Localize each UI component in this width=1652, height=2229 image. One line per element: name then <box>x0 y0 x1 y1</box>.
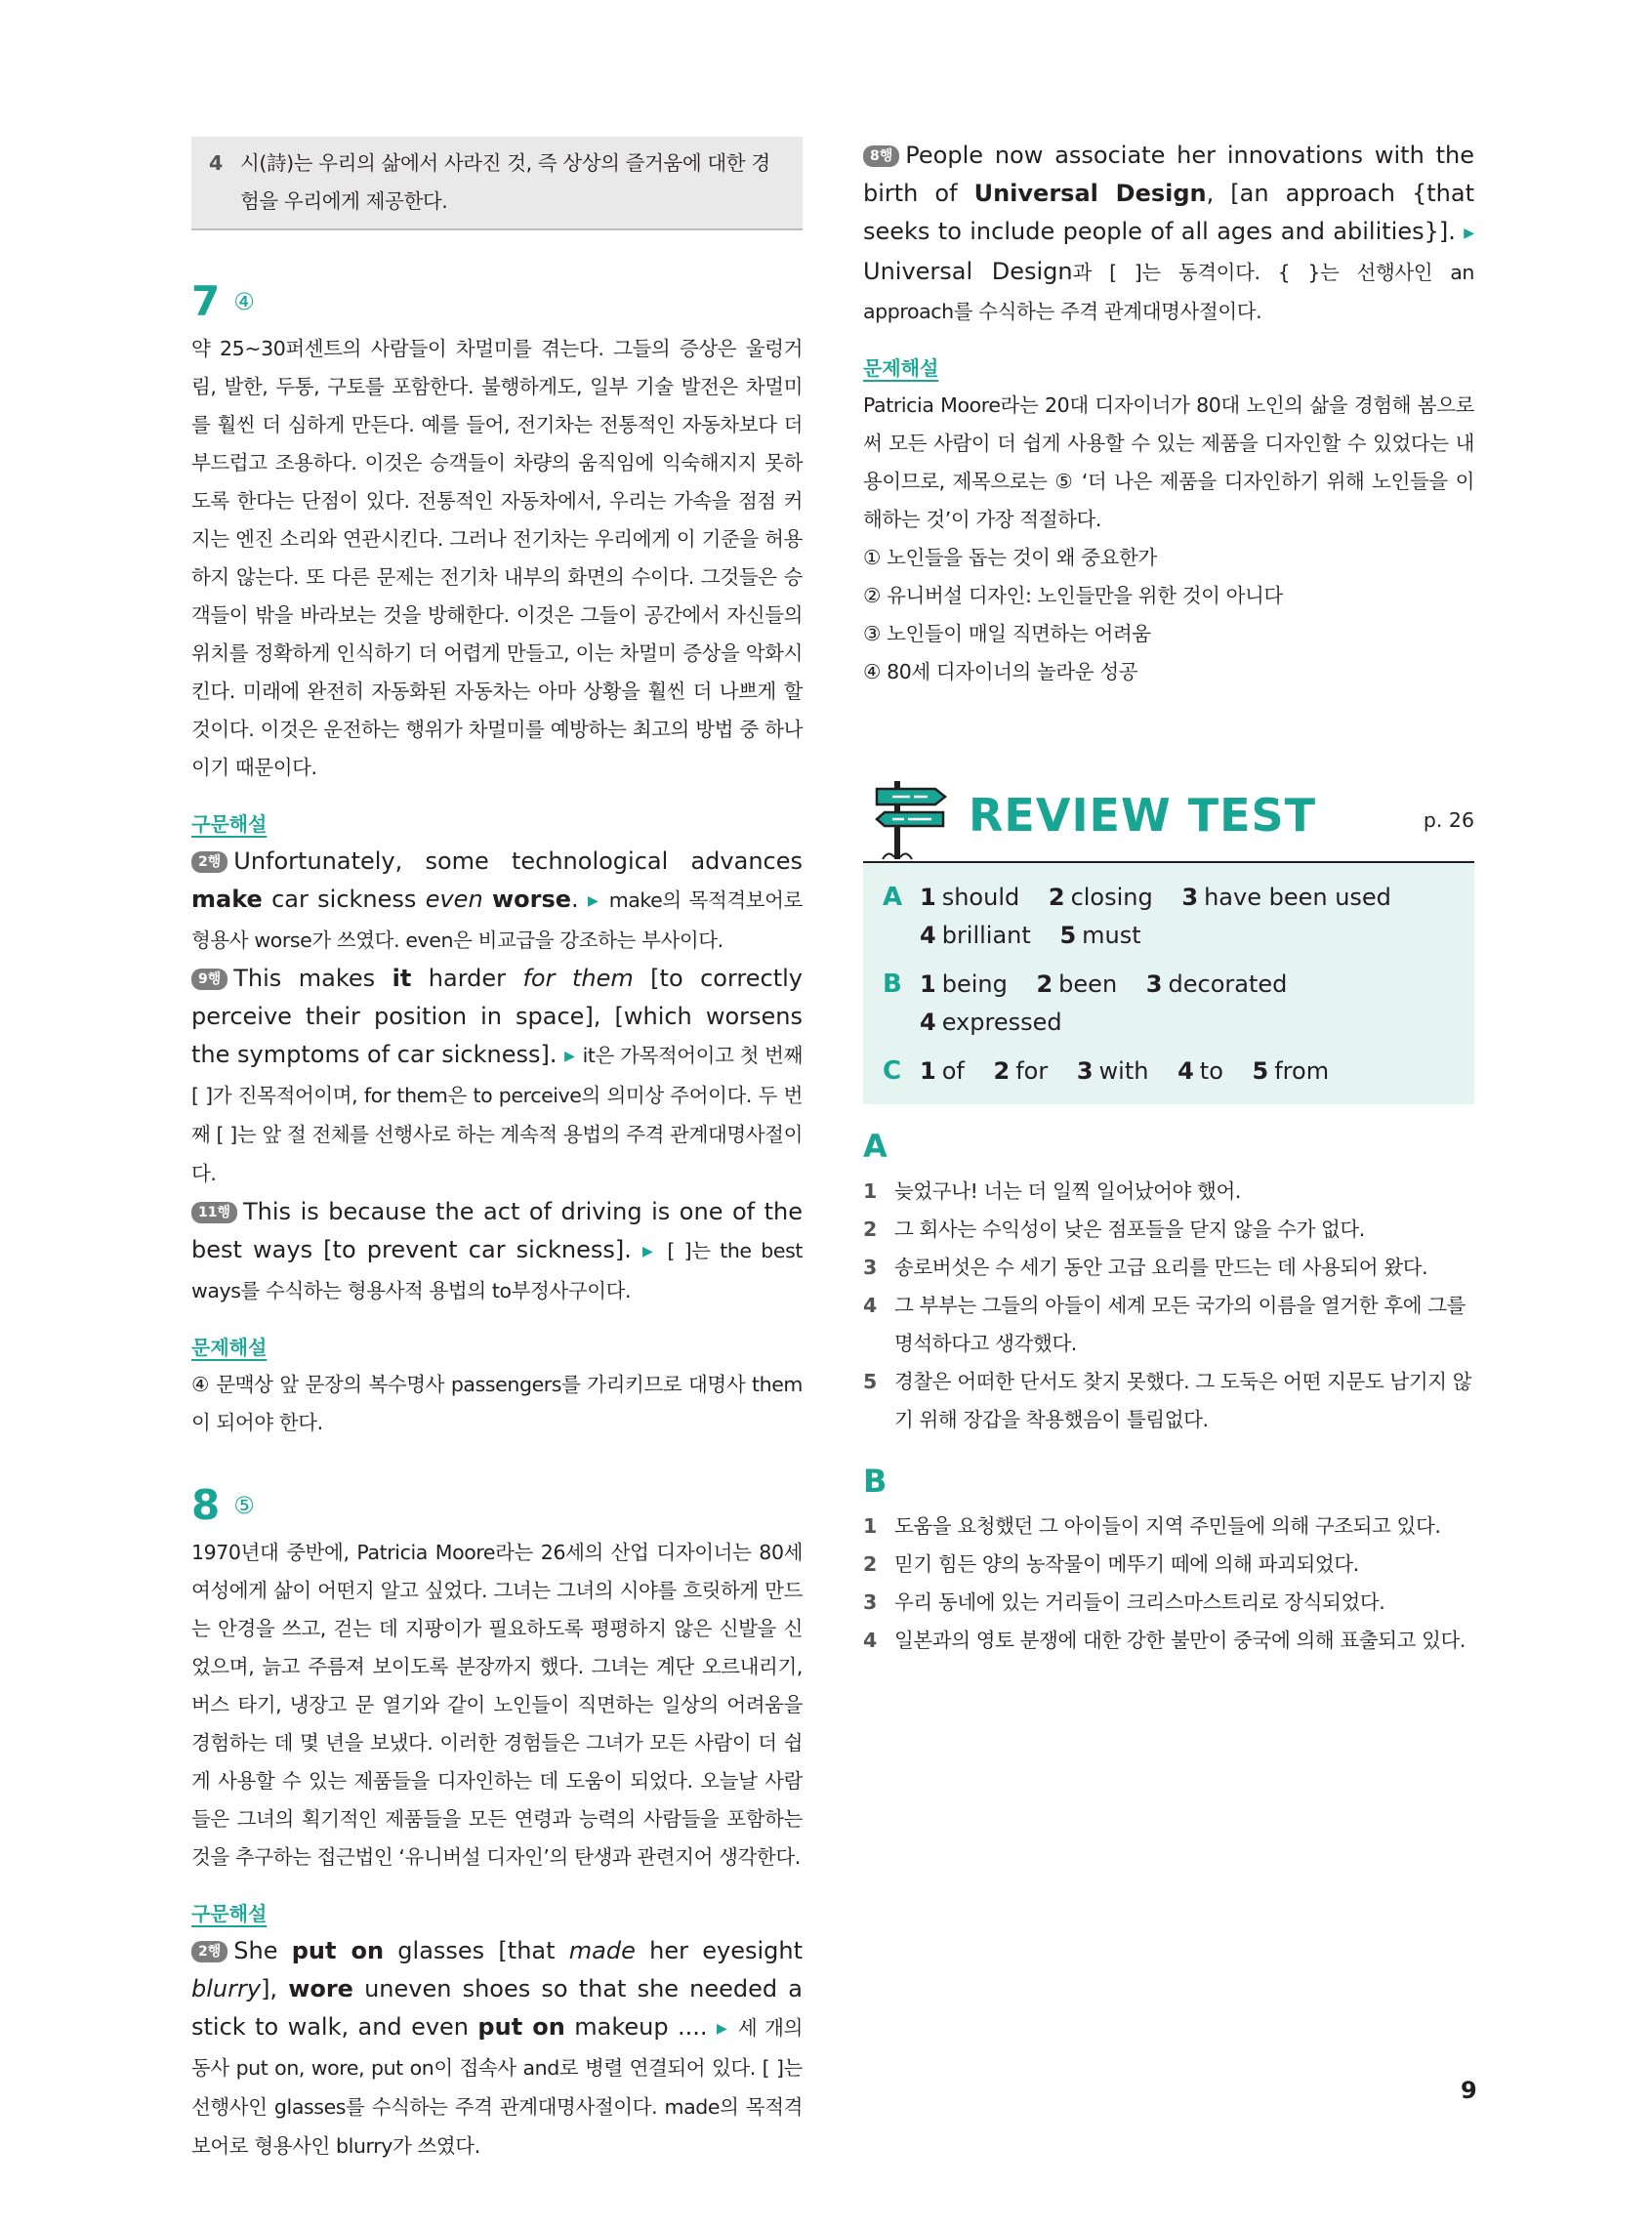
triangle-icon: ▶ <box>587 893 600 909</box>
section-a-list <box>863 1173 1474 1439</box>
list-item: 4 일본과의 영토 분쟁에 대한 강한 불만이 중국에 의해 표출되고 있다. <box>863 1629 1466 1652</box>
question-7-header <box>191 277 803 325</box>
choice-3: ③ 노인들이 매일 직면하는 어려움 <box>863 622 1151 645</box>
section-a-heading: A <box>863 1128 888 1165</box>
triangle-icon: ▶ <box>642 1244 657 1259</box>
q7-solution: ④ 문맥상 앞 문장의 복수명사 passengers를 가리키므로 대명사 them이 되어야 한다. <box>191 1373 803 1434</box>
left-column <box>191 137 803 2166</box>
answer-row-a-cont: 4 brilliant 5 must <box>920 922 1141 949</box>
question-8-header <box>191 1481 803 1529</box>
solution-label: 문제해설 <box>191 1336 268 1359</box>
answer-mark: ④ <box>233 288 255 315</box>
q7-grammar-3: 11행 This is because the act of driving is one of the best ways [to prevent car sickness]. ▶ [ ]는 the best ways를 수식하는 형용사적 용법의 to부정사구이다. <box>191 1198 803 1302</box>
choice-1: ① 노인들을 돕는 것이 왜 중요한가 <box>863 546 1157 569</box>
answer-mark: ⑤ <box>233 1492 255 1519</box>
q8-solution: Patricia Moore라는 20대 디자이너가 80대 노인의 삶을 경험해 봄으로써 모든 사람이 더 쉽게 사용할 수 있는 제품을 디자인할 수 있었다는 내용이므로, 제목으로는 ⑤ ‘더 나은 제품을 디자인하기 위해 노인들을 이해하는 것’이 가장 적절하다. <box>863 393 1474 531</box>
answer-row-b: B 1 being 2 been 3 decorated 4 expressed <box>883 970 1288 1036</box>
grammar-label: 구문해설 <box>191 812 268 836</box>
triangle-icon: ▶ <box>1464 226 1474 241</box>
line-tag: 9행 <box>191 969 227 990</box>
question-number: 7 <box>191 277 221 325</box>
list-item: 3 우리 동네에 있는 거리들이 크리스마스트리로 장식되었다. <box>863 1590 1385 1614</box>
item-text: 시(詩)는 우리의 삶에서 사라진 것, 즉 상상의 즐거움에 대한 경 <box>240 151 770 175</box>
answer-row-c: C 1 of 2 for 3 with 4 to 5 from <box>883 1056 1330 1086</box>
triangle-icon: ▶ <box>716 2021 729 2037</box>
q7-grammar-1: 2행 Unfortunately, some technological advances make car sickness even worse. ▶ make의 목적격보어로 형용사 worse가 쓰였다. even은 비교급을 강조하는 부사이다. <box>191 847 803 952</box>
list-item: 3 송로버섯은 수 세기 동안 고급 요리를 만드는 데 사용되어 왔다. <box>863 1256 1428 1279</box>
list-item: 1 도움을 요청했던 그 아이들이 지역 주민들에 의해 구조되고 있다. <box>863 1514 1441 1538</box>
item-text-cont: 험을 우리에게 제공한다. <box>240 189 448 213</box>
list-item: 5 경찰은 어떠한 단서도 찾지 못했다. 그 도둑은 어떤 지문도 남기지 않기 위해 장갑을 착용했음이 틀림없다. <box>863 1370 1472 1431</box>
grammar-label: 구문해설 <box>191 1902 268 1925</box>
solution-label: 문제해설 <box>863 356 939 380</box>
review-answers-box <box>863 863 1474 1104</box>
section-b-heading: B <box>863 1463 888 1500</box>
q8-grammar-2: 8행 People now associate her innovations with the birth of Universal Design, [an approach {that seeks to include people of all ages and abilities}]. ▶ Universal Design과 [ ]는 동격이다. { }는 선행사인 an approach를 수식하는 주격 관계대명사절이다. <box>863 142 1474 323</box>
triangle-icon: ▶ <box>564 1049 575 1064</box>
answer-row-a: A 1 should 2 closing 3 have been used <box>883 883 1391 912</box>
translation-box-item4 <box>191 137 803 230</box>
choice-2: ② 유니버설 디자인: 노인들만을 위한 것이 아니다 <box>863 584 1283 607</box>
q8-grammar-1: 2행 She put on glasses [that made her eyesight blurry], wore uneven shoes so that she needed a stick to walk, and even put on makeup .... ▶ 세 개의 동사 put on, wore, put on이 접속사 and로 병렬 연결되어 있다. [ ]는 선행사인 glasses를 수식하는 주격 관계대명사절이다. made의 목적격보어로 형용사인 blurry가 쓰였다. <box>191 1937 803 2158</box>
line-tag: 8행 <box>863 145 899 167</box>
list-item: 4 그 부부는 그들의 아들이 세계 모든 국가의 이름을 열거한 후에 그를 명석하다고 생각했다. <box>863 1294 1466 1355</box>
review-title: REVIEW TEST <box>969 789 1317 842</box>
choice-4: ④ 80세 디자이너의 놀라운 성공 <box>863 660 1138 683</box>
line-tag: 11행 <box>191 1202 237 1223</box>
question-number: 8 <box>191 1481 221 1529</box>
right-column <box>863 137 1474 1660</box>
q8-translation: 1970년대 중반에, Patricia Moore라는 26세의 산업 디자이너는 80세 여성에게 삶이 어떤지 알고 싶었다. 그녀는 그녀의 시야를 흐릿하게 만드는 안경을 쓰고, 걷는 데 지팡이가 필요하도록 평평하지 않은 신발을 신었으며, 늙고 주름져 보이도록 분장까지 했다. 그녀는 계단 오르내리기, 버스 타기, 냉장고 문 열기와 같이 노인들이 직면하는 일상의 어려움을 경험하는 데 몇 년을 보냈다. 이러한 경험들은 그녀가 모든 사람이 더 쉽게 사용할 수 있는 제품들을 디자인하는 데 도움이 되었다. 오늘날 사람들은 그녀의 획기적인 제품들을 모든 연령과 능력의 사람들을 포함하는 것을 추구하는 접근법인 ‘유니버설 디자인’의 탄생과 관련지어 생각한다. <box>191 1541 803 1869</box>
page-reference: p. 26 <box>1423 808 1474 832</box>
line-tag: 2행 <box>191 1941 227 1962</box>
list-item: 2 믿기 힘든 양의 농작물이 메뚜기 떼에 의해 파괴되었다. <box>863 1552 1359 1576</box>
item-number: 4 <box>209 151 223 175</box>
q7-grammar-2: 9행 This makes it harder for them [to correctly perceive their position in space], [which worsens the symptoms of car sickness]. ▶ it은 가목적어이고 첫 번째 [ ]가 진목적어이며, for them은 to perceive의 의미상 주어이다. 두 번째 [ ]는 앞 절 전체를 선행사로 하는 계속적 용법의 주격 관계대명사절이다. <box>191 965 803 1185</box>
q7-translation: 약 25~30퍼센트의 사람들이 차멀미를 겪는다. 그들의 증상은 울렁거림, 발한, 두통, 구토를 포함한다. 불행하게도, 일부 기술 발전은 차멀미를 훨씬 더 심하게 만든다. 예를 들어, 전기차는 전통적인 자동차보다 더 부드럽고 조용하다. 이것은 승객들이 차량의 움직임에 익숙해지지 못하도록 한다는 단점이 있다. 전통적인 자동차에서, 우리는 가속을 점점 커지는 엔진 소리와 연관시킨다. 그러나 전기차는 우리에게 이 기준을 허용하지 않는다. 또 다른 문제는 전기차 내부의 화면의 수이다. 그것들은 승객들이 밖을 바라보는 것을 방해한다. 이것은 그들이 공간에서 자신들의 위치를 정확하게 인식하기 더 어렵게 만들고, 이는 차멀미 증상을 악화시킨다. 미래에 완전히 자동화된 자동차는 아마 상황을 훨씬 더 나쁘게 할 것이다. 이것은 운전하는 행위가 차멀미를 예방하는 최고의 방법 중 하나이기 때문이다. <box>191 337 803 779</box>
review-test-header <box>863 767 1474 863</box>
list-item: 1 늦었구나! 너는 더 일찍 일어났어야 했어. <box>863 1179 1241 1203</box>
line-tag: 2행 <box>191 851 227 873</box>
section-b-list <box>863 1507 1474 1660</box>
list-item: 2 그 회사는 수익성이 낮은 점포들을 닫지 않을 수가 없다. <box>863 1218 1365 1241</box>
page-number: 9 <box>1461 2077 1477 2104</box>
signpost-icon <box>871 771 959 861</box>
